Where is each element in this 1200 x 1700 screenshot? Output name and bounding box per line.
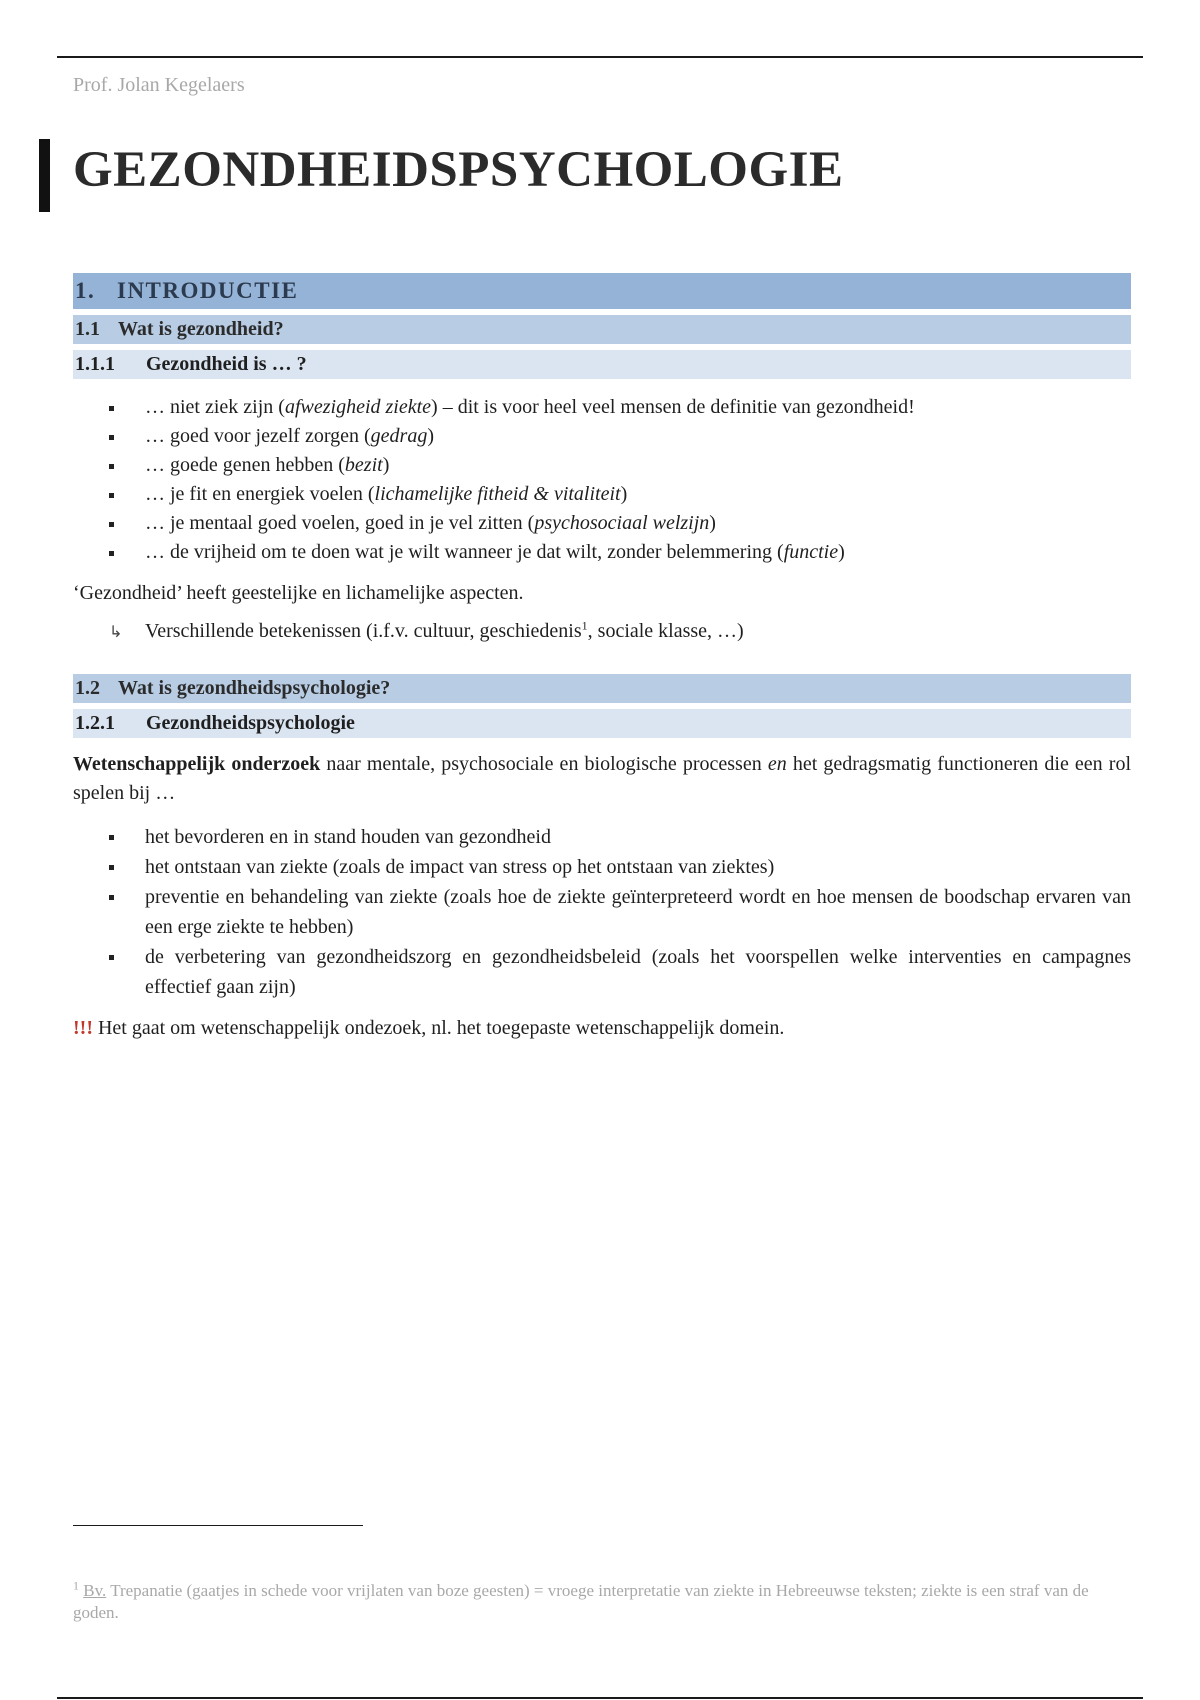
list-item: preventie en behandeling van ziekte (zoals hoe de ziekte geïnterpreteerd wordt en hoe mensen de boodschap ervaren van een erge ziekte te hebben): [73, 882, 1131, 942]
bullet-icon: [109, 955, 114, 960]
footnote-separator: [73, 1525, 363, 1526]
definition-paragraph: Wetenschappelijk onderzoek naar mentale, psychosociale en biologische processen en het gedragsmatig functioneren die een rol spelen bij …: [73, 753, 1132, 804]
heading-text: Wat is gezondheid?: [118, 318, 284, 340]
alert-marks: !!!: [73, 1017, 93, 1039]
heading-section-1-1-1: [73, 350, 1131, 379]
header-author: Prof. Jolan Kegelaers: [73, 74, 245, 96]
bullet-icon: [109, 895, 114, 900]
footnote-text: Trepanatie (gaatjes in schede voor vrijlaten van boze geesten) = vroege interpretatie van ziekte in Hebreeuwse teksten; ziekte is een straf van de goden.: [73, 1581, 1089, 1622]
list-item: het bevorderen en in stand houden van gezondheid: [73, 822, 1131, 852]
bullet-icon: [109, 435, 114, 440]
document-title: GEZONDHEIDSPSYCHOLOGIE: [73, 142, 844, 198]
heading-number: 1.1: [75, 318, 100, 340]
role-list: [73, 822, 1131, 1002]
return-arrow-icon: ↳: [109, 622, 123, 641]
heading-section-1-1: [73, 315, 1131, 344]
list-item: de verbetering van gezondheidszorg en gezondheidsbeleid (zoals het voorspellen welke interventies en campagnes effectief gaan zijn): [73, 942, 1131, 1002]
bullet-icon: [109, 493, 114, 498]
aspects-paragraph: ‘Gezondheid’ heeft geestelijke en lichamelijke aspecten.: [73, 582, 524, 604]
document-body: [73, 273, 1131, 1043]
heading-number: 1.2: [75, 677, 100, 699]
note-paragraph: !!! Het gaat om wetenschappelijk ondezoek, nl. het toegepaste wetenschappelijk domein.: [73, 1017, 785, 1039]
heading-text: INTRODUCTIE: [117, 278, 299, 303]
heading-text: Gezondheid is … ?: [146, 353, 307, 375]
bullet-icon: [109, 464, 114, 469]
footnote: [73, 1580, 1131, 1624]
heading-section-1-2: [73, 674, 1131, 703]
heading-section-1: [73, 273, 1131, 309]
bullet-icon: [109, 865, 114, 870]
bullet-icon: [109, 406, 114, 411]
bullet-icon: [109, 835, 114, 840]
title-accent-bar: [39, 139, 50, 212]
health-definition-list: [73, 393, 1131, 567]
footnote-ref[interactable]: 1: [581, 618, 588, 633]
heading-number: 1.2.1: [75, 712, 115, 734]
header-rule: [57, 56, 1143, 58]
bullet-icon: [109, 551, 114, 556]
list-item: … je fit en energiek voelen (lichamelijke fitheid & vitaliteit): [73, 480, 1131, 509]
heading-section-1-2-1: [73, 709, 1131, 738]
heading-text: Wat is gezondheidspsychologie?: [118, 677, 391, 699]
list-item: … je mentaal goed voelen, goed in je vel zitten (psychosociaal welzijn): [73, 509, 1131, 538]
footer-rule: [57, 1697, 1143, 1699]
list-item: … goed voor jezelf zorgen (gedrag): [73, 422, 1131, 451]
heading-number: 1.: [75, 278, 96, 303]
list-item: het ontstaan van ziekte (zoals de impact van stress op het ontstaan van ziektes): [73, 852, 1131, 882]
list-item: … niet ziek zijn (afwezigheid ziekte) – dit is voor heel veel mensen de definitie van gezondheid!: [73, 393, 1131, 422]
list-item: … goede genen hebben (bezit): [73, 451, 1131, 480]
heading-number: 1.1.1: [75, 353, 115, 375]
heading-text: Gezondheidspsychologie: [146, 712, 355, 734]
footnote-number: 1: [73, 1578, 79, 1593]
bullet-icon: [109, 522, 114, 527]
footnote-abbr: Bv.: [83, 1581, 107, 1600]
list-item: … de vrijheid om te doen wat je wilt wanneer je dat wilt, zonder belemmering (functie): [73, 538, 1131, 567]
meanings-line: ↳ Verschillende betekenissen (i.f.v. cultuur, geschiedenis$^1$, sociale klasse, …): [73, 617, 1131, 646]
